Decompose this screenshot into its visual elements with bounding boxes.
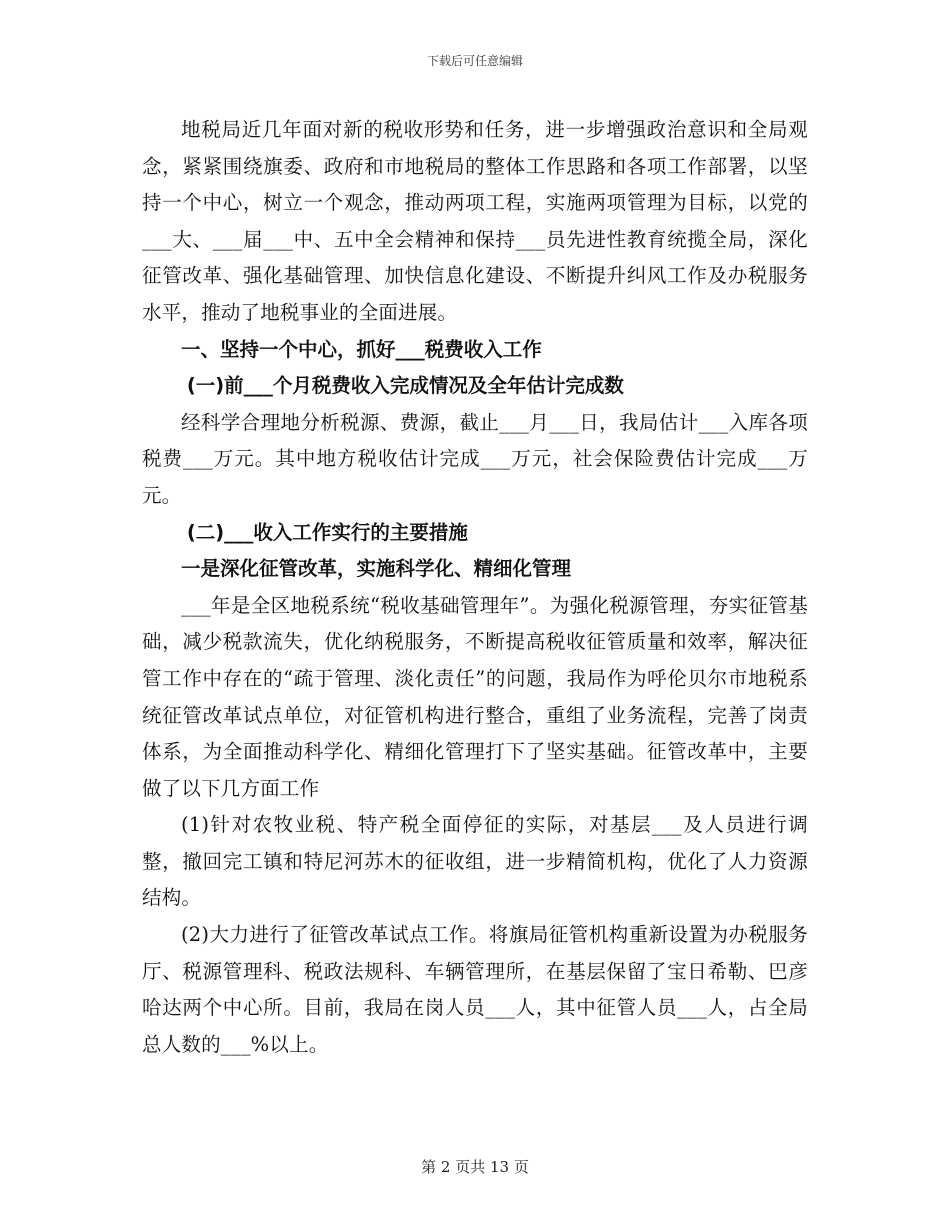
paragraph-reform: ___年是全区地税系统“税收基础管理年”。为强化税源管理，夯实征管基础，减少税款流失，优化纳税服务，不断提高税收征管质量和效率，解决征管工作中存在的“疏于管理、淡化责任”的问题，我局作为呼伦贝尔市地税系统征管改革试点单位，对征管机构进行整合，重组了业务流程，完善了岗责体系，为全面推动科学化、精细化管理打下了坚实基础。征管改革中，主要做了以下几方面工作 <box>142 593 808 800</box>
page-number: 第 2 页共 13 页 <box>421 1158 529 1176</box>
subsection-heading-1: (一)前___个月税费收入完成情况及全年估计完成数 <box>186 374 624 398</box>
paragraph-item-2: (2)大力进行了征管改革试点工作。将旗局征管机构重新设置为办税服务厅、税源管理科、税政法规科、车辆管理所，在基层保留了宝日希勒、巴彦哈达两个中心所。目前，我局在岗人员___人，其中征管人员___人，占全局总人数的___%以上。 <box>142 923 808 1056</box>
section-heading-1: 一、坚持一个中心，抓好___税费收入工作 <box>181 337 542 361</box>
page-header-note: 下载后可任意编辑 <box>426 54 523 68</box>
document-body <box>142 112 808 1063</box>
paragraph-revenue: 经科学合理地分析税源、费源，截止___月___日，我局估计___入库各项税费___万元。其中地方税收估计完成___万元，社会保险费估计完成___万元。 <box>142 410 808 507</box>
subsection-heading-2: (二)___收入工作实行的主要措施 <box>186 520 468 544</box>
paragraph-item-1: (1)针对农牧业税、特产税全面停征的实际，对基层___及人员进行调整，撤回完工镇和特尼河苏木的征收组，进一步精简机构，优化了人力资源结构。 <box>142 813 808 910</box>
paragraph-intro: 地税局近几年面对新的税收形势和任务，进一步增强政治意识和全局观念，紧紧围绕旗委、政府和市地税局的整体工作思路和各项工作部署，以坚持一个中心，树立一个观念，推动两项工程，实施两项管理为目标，以党的___大、___届___中、五中全会精神和保持___员先进性教育统揽全局，深化征管改革、强化基础管理、加快信息化建设、不断提升纠风工作及办税服务水平，推动了地税事业的全面进展。 <box>142 118 808 324</box>
measure-heading-1: 一是深化征管改革，实施科学化、精细化管理 <box>181 557 572 581</box>
